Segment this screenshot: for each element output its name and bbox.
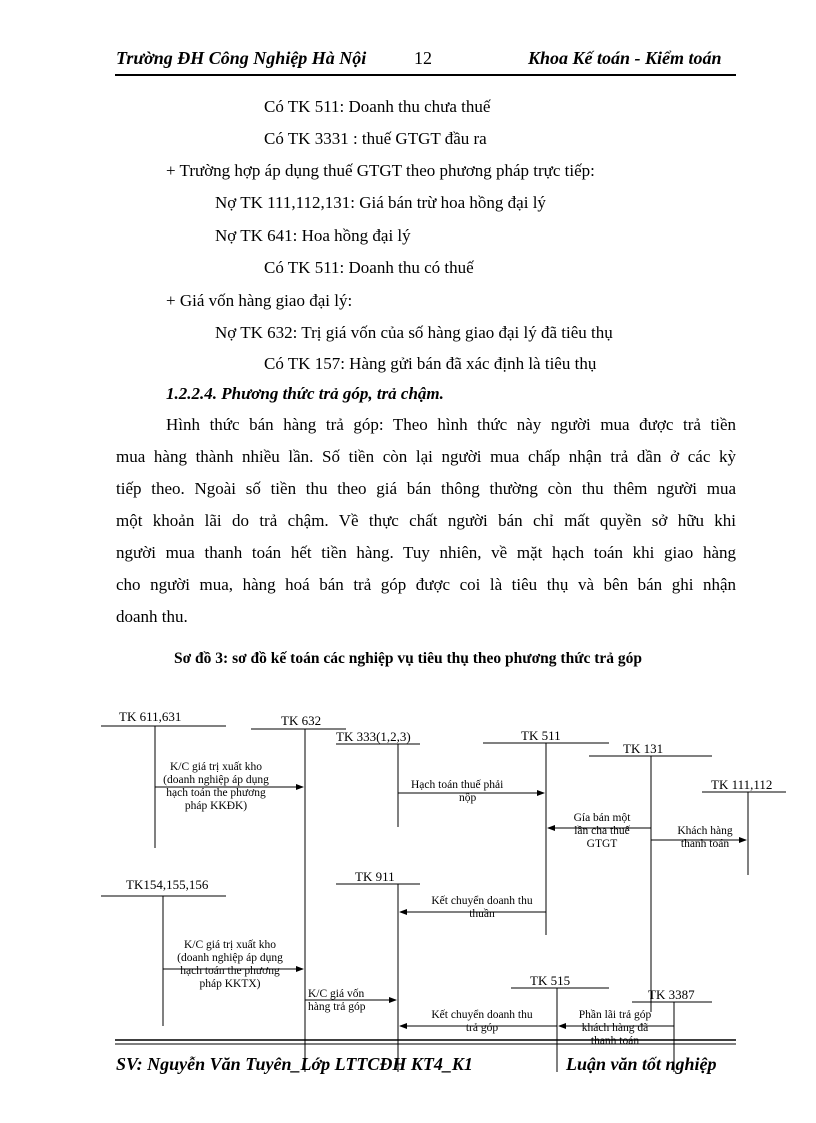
tk111-label: TK 111,112	[711, 777, 773, 792]
flow-label: thanh toán	[680, 838, 730, 850]
flow-label: Kết chuyển doanh thu	[431, 1009, 533, 1021]
flow-label: khách hàng đã	[581, 1022, 649, 1034]
paragraph-line: người mua thanh toán hết tiền hàng. Tuy nhiên, về mặt hạch toán khi giao hàng	[116, 543, 736, 562]
flow-label: Khách hàng	[677, 825, 733, 837]
paragraph-line: Hình thức bán hàng trả góp: Theo hình thức này người mua được trả tiền	[166, 415, 736, 434]
footer-student: SV: Nguyễn Văn Tuyên_Lớp LTTCĐH KT4_K1	[116, 1054, 473, 1074]
paragraph-line: doanh thu.	[116, 607, 188, 626]
flow-label: hạch toán the phương	[166, 787, 266, 799]
entry-line-3: + Trường hợp áp dụng thuế GTGT theo phương pháp trực tiếp:	[166, 161, 595, 180]
flow-label: GTGT	[586, 838, 618, 850]
footer-thesis: Luận văn tốt nghiệp	[566, 1054, 717, 1074]
paragraph-line: mua hàng thành nhiều lần. Số tiền còn lại người mua chấp nhận trả dần ở các kỳ	[116, 447, 736, 466]
flow-label: K/C giá trị xuất kho	[184, 939, 276, 951]
flow-label: Gía bán một	[573, 812, 631, 824]
tk154-label: TK154,155,156	[126, 877, 209, 892]
flow-label: Hạch toán thuế phải	[411, 779, 504, 791]
entry-line-7: + Giá vốn hàng giao đại lý:	[166, 291, 353, 310]
tk911-label: TK 911	[355, 869, 395, 884]
flow-label: Kết chuyển doanh thu	[431, 895, 533, 907]
flow-label: pháp KKĐK)	[184, 800, 248, 812]
flow-label: hàng trả góp	[308, 1001, 366, 1013]
flow-label: Phần lãi trả góp	[578, 1009, 652, 1021]
header-school: Trường ĐH Công Nghiệp Hà Nội	[116, 48, 367, 68]
paragraph-line: tiếp theo. Ngoài số tiền thu theo giá bán thông thường còn thu thêm người mua	[116, 479, 736, 498]
flow-label: hạch toán the phương	[180, 965, 280, 977]
flow-label: (doanh nghiệp áp dụng	[163, 774, 269, 786]
tk632-label: TK 632	[281, 713, 322, 728]
diagram-caption: Sơ đồ 3: sơ đồ kế toán các nghiệp vụ tiêu thụ theo phương thức trả góp	[173, 650, 643, 667]
flow-label: thuần	[469, 908, 495, 920]
flow-label: trả góp	[465, 1022, 499, 1034]
flow-label: thanh toán	[590, 1035, 640, 1047]
flow-label: (doanh nghiệp áp dụng	[177, 952, 283, 964]
flow-label: K/C giá trị xuất kho	[170, 761, 262, 773]
entry-line-6: Có TK 511: Doanh thu có thuế	[264, 258, 474, 277]
tk131-label: TK 131	[623, 741, 664, 756]
header-page-number: 12	[414, 48, 432, 68]
header-department: Khoa Kế toán - Kiểm toán	[528, 48, 722, 68]
tk3387-label: TK 3387	[648, 987, 695, 1002]
flow-label: lần cha thuế	[574, 825, 630, 837]
tk611-label: TK 611,631	[119, 709, 182, 724]
entry-line-9: Có TK 157: Hàng gửi bán đã xác định là tiêu thụ	[264, 354, 597, 373]
entry-line-2: Có TK 3331 : thuế GTGT đầu ra	[264, 129, 487, 148]
section-heading: 1.2.2.4. Phương thức trả góp, trả chậm.	[166, 384, 444, 403]
paragraph-line: một khoản lãi do trả chậm. Về thực chất người bán chỉ mất quyền sở hữu khi	[116, 511, 736, 530]
tk511-label: TK 511	[521, 728, 561, 743]
flow-label: pháp KKTX)	[199, 978, 261, 990]
tk333-label: TK 333(1,2,3)	[336, 729, 411, 744]
tk515-label: TK 515	[530, 973, 571, 988]
entry-line-1: Có TK 511: Doanh thu chưa thuế	[264, 97, 491, 116]
entry-line-5: Nợ TK 641: Hoa hồng đại lý	[215, 226, 411, 245]
entry-line-4: Nợ TK 111,112,131: Giá bán trừ hoa hồng đại lý	[215, 193, 546, 212]
flow-label: nộp	[459, 792, 477, 804]
paragraph-line: cho người mua, hàng hoá bán trả góp được coi là tiêu thụ và bên bán ghi nhận	[116, 575, 736, 594]
entry-line-8: Nợ TK 632: Trị giá vốn của số hàng giao đại lý đã tiêu thụ	[215, 323, 613, 342]
flow-label: K/C giá vốn	[308, 988, 365, 1000]
